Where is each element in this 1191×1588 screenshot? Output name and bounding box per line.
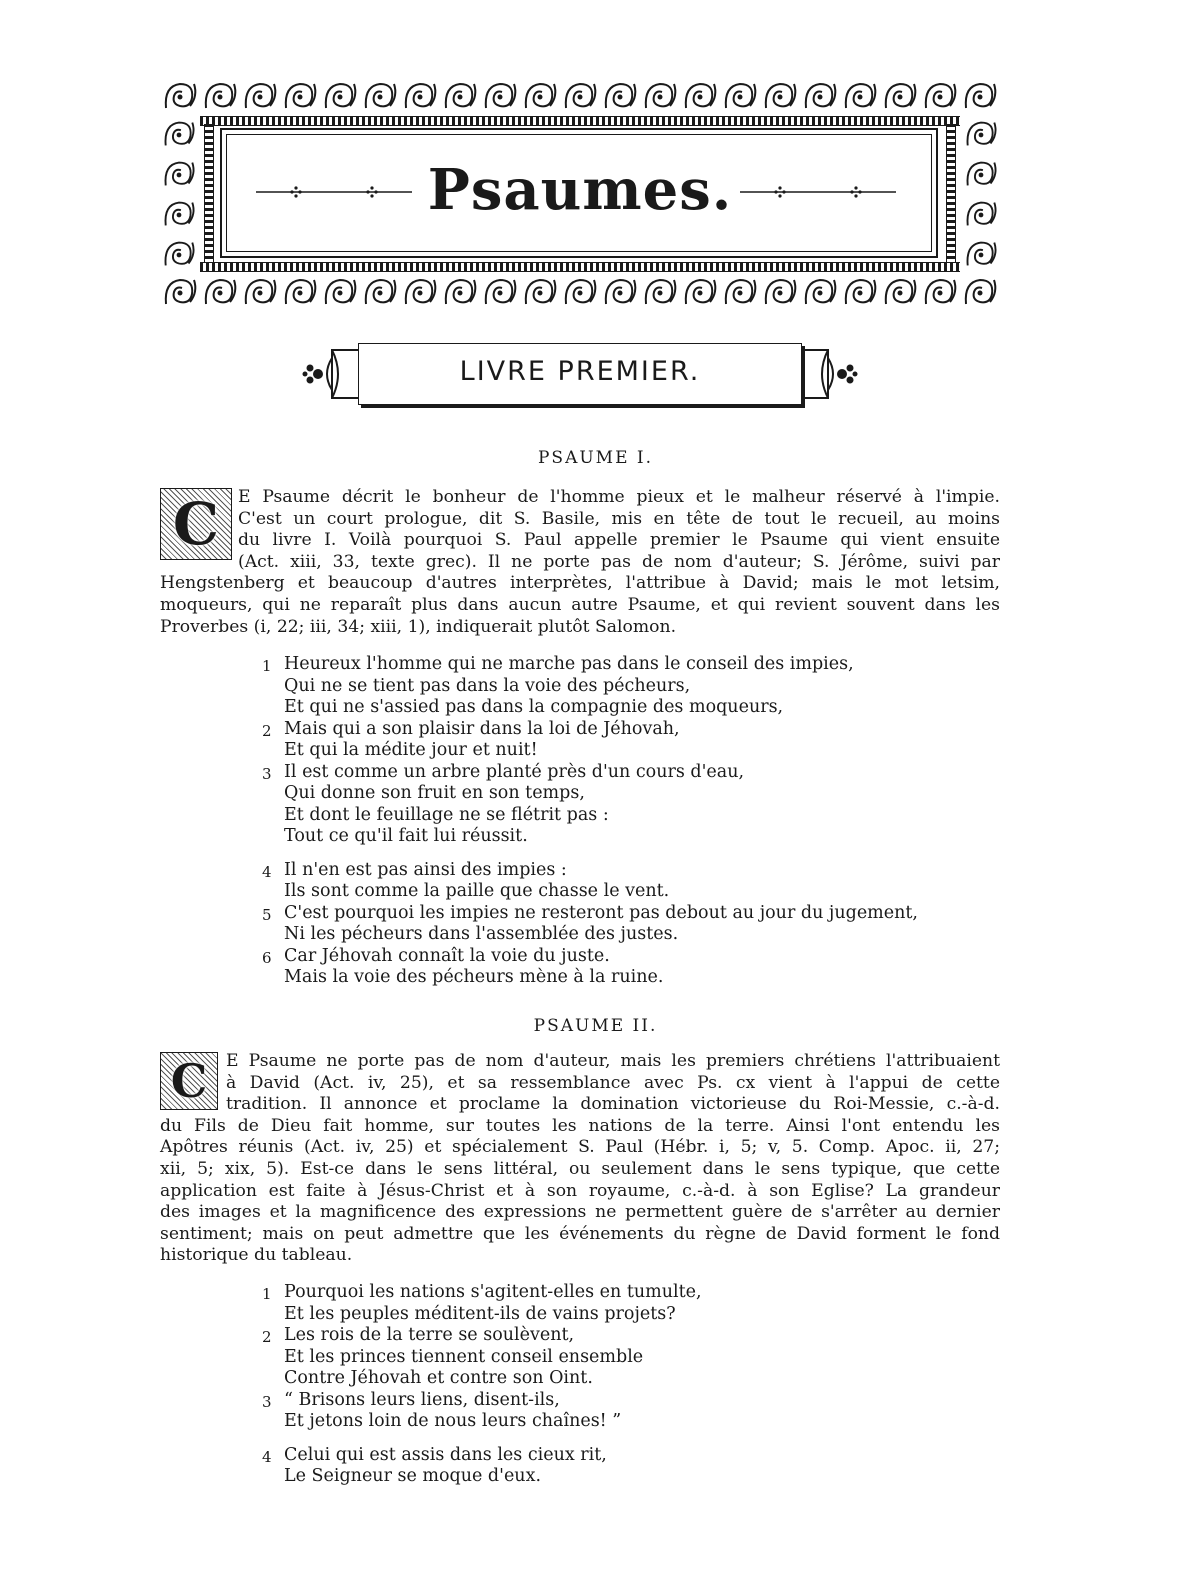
page-title: Psaumes. (427, 157, 733, 223)
verse-line: Heureux l'homme qui ne marche pas dans le conseil des impies, (284, 654, 854, 674)
intro-line: du livre I. Voilà pourquoi S. Paul appelle premier le Psaume qui vient ensuite (238, 530, 1000, 551)
scroll-ornament-icon (560, 78, 600, 114)
fleuron-ornament-left (302, 346, 358, 402)
scroll-ornament-icon (160, 114, 198, 154)
intro-line: historique du tableau. (160, 1245, 353, 1266)
verse (256, 1325, 976, 1390)
intro-line: du Fils de Dieu fait homme, sur toutes les nations de la terre. Ainsi l'ont entendu les (160, 1115, 1000, 1136)
fleuron-ornament-right (802, 346, 858, 402)
intro-line: moqueurs, qui ne reparaît plus dans aucun autre Psaume, et qui revient souvent dans les (160, 594, 1000, 615)
banner-border-left (160, 114, 198, 274)
verse-line: Les rois de la terre se soulèvent, (284, 1325, 575, 1345)
scroll-ornament-icon (320, 78, 360, 114)
verse-line: Et les princes tiennent conseil ensemble (284, 1346, 644, 1367)
psalm-1-verses (256, 654, 976, 989)
verse-line: Ni les pécheurs dans l'assemblée des justes. (284, 924, 679, 944)
psalm-1-title: PSAUME I. (537, 448, 654, 468)
intro-line: xii, 5; xix, 5). Est-ce dans le sens littéral, ou seulement dans le sens typique, que cette (160, 1158, 1000, 1179)
verse-line: Le Seigneur se moque d'eux. (284, 1466, 542, 1486)
verse-number: 1 (262, 657, 272, 675)
intro-line: (Act. xiii, 33, texte grec). Il ne porte pas de nom d'auteur; S. Jérôme, suivi par (238, 551, 1000, 572)
verse-number: 1 (262, 1285, 272, 1303)
verse (256, 1390, 976, 1433)
scroll-ornament-icon (720, 274, 760, 310)
chain-border-bottom (200, 262, 960, 272)
scroll-ornament-icon (640, 78, 680, 114)
verse-line: Car Jéhovah connaît la voie du juste. (284, 945, 610, 966)
scroll-ornament-icon (920, 274, 960, 310)
scroll-ornament-icon (640, 274, 680, 310)
scroll-ornament-icon (360, 274, 400, 310)
scroll-ornament-icon (962, 154, 1000, 194)
psalm-2-title: PSAUME II. (533, 1016, 658, 1036)
banner-border-top (160, 78, 1000, 114)
scroll-ornament-icon (962, 194, 1000, 234)
book-heading (302, 343, 858, 411)
scroll-ornament-icon (160, 194, 198, 234)
verse-number: 6 (262, 948, 272, 967)
intro-line: à David (Act. iv, 25), et sa ressemblance avec Ps. cx vient à l'appui de cette (226, 1072, 1000, 1093)
intro-line: E Psaume décrit le bonheur de l'homme pieux et le malheur réservé à l'impie. (238, 487, 1000, 507)
scroll-ornament-icon (680, 274, 720, 310)
scroll-ornament-icon (440, 78, 480, 114)
verse (256, 860, 976, 903)
intro-line: E Psaume ne porte pas de nom d'auteur, mais les premiers chrétiens l'attribuaient (226, 1051, 1000, 1071)
intro-line: Proverbes (i, 22; iii, 34; xiii, 1), indiquerait plutôt Salomon. (160, 616, 677, 637)
scroll-ornament-icon (320, 274, 360, 310)
intro-line: des images et la magnificence des expressions ne permettent guère de s'arrêter au dernier (160, 1202, 1000, 1223)
verse-number: 4 (262, 1447, 272, 1466)
verse-line: Mais la voie des pécheurs mène à la ruine. (284, 967, 664, 987)
scroll-ornament-icon (680, 78, 720, 114)
scroll-ornament-icon (962, 234, 1000, 274)
intro-line: C'est un court prologue, dit S. Basile, mis en tête de tout le recueil, au moins (238, 508, 1000, 529)
scroll-ornament-icon (160, 234, 198, 274)
intro-line: tradition. Il annonce et proclame la domination victorieuse du Roi-Messie, c.-à-d. (226, 1094, 1000, 1115)
chain-border-top (200, 116, 960, 126)
verse-line: “ Brisons leurs liens, disent-ils, (284, 1389, 560, 1410)
scroll-ornament-icon (480, 78, 520, 114)
scroll-ornament-icon (600, 274, 640, 310)
scroll-ornament-icon (240, 78, 280, 114)
verse-line: Et dont le feuillage ne se flétrit pas : (284, 804, 609, 825)
verse-number: 3 (262, 1392, 272, 1411)
dash-ornament-left (256, 185, 412, 199)
verse (256, 654, 976, 719)
scroll-ornament-icon (560, 274, 600, 310)
scroll-ornament-icon (240, 274, 280, 310)
verse-number: 5 (262, 905, 272, 924)
verse-line: Et qui la médite jour et nuit! (284, 740, 538, 760)
scroll-ornament-icon (400, 78, 440, 114)
scroll-ornament-icon (800, 274, 840, 310)
scroll-ornament-icon (880, 78, 920, 114)
scroll-ornament-icon (440, 274, 480, 310)
verse-line: Il n'en est pas ainsi des impies : (284, 859, 567, 880)
verse (256, 903, 976, 946)
verse (256, 719, 976, 762)
scroll-ornament-icon (400, 274, 440, 310)
dropcap-letter: C (172, 490, 220, 558)
scroll-ornament-icon (520, 274, 560, 310)
verse-line: Contre Jéhovah et contre son Oint. (284, 1368, 593, 1388)
scroll-ornament-icon (960, 274, 1000, 310)
scroll-ornament-icon (840, 274, 880, 310)
verse-line: Ils sont comme la paille que chasse le vent. (284, 881, 670, 901)
scroll-ornament-icon (920, 78, 960, 114)
scroll-ornament-icon (160, 78, 200, 114)
scroll-ornament-icon (520, 78, 560, 114)
intro-line: sentiment; mais on peut admettre que les événements du règne de David forment le fond (160, 1223, 1000, 1244)
verse-line: Il est comme un arbre planté près d'un cours d'eau, (284, 761, 745, 782)
psalm-2-intro (160, 1051, 1000, 1267)
scroll-ornament-icon (840, 78, 880, 114)
scroll-ornament-icon (962, 114, 1000, 154)
chain-border-right (946, 124, 956, 262)
scroll-ornament-icon (200, 274, 240, 310)
intro-line: application est faite à Jésus-Christ et à son royaume, c.-à-d. à son Eglise? La grandeur (160, 1180, 1000, 1201)
scroll-ornament-icon (720, 78, 760, 114)
scroll-ornament-icon (280, 78, 320, 114)
verse-line: Pourquoi les nations s'agitent-elles en tumulte, (284, 1282, 702, 1302)
chain-border-left (204, 124, 214, 262)
banner-border-bottom (160, 274, 1000, 310)
verse-line: Qui ne se tient pas dans la voie des pécheurs, (284, 675, 691, 696)
verse-number: 2 (262, 721, 272, 740)
scroll-ornament-icon (960, 78, 1000, 114)
dropcap-letter: C (170, 1054, 208, 1108)
scroll-ornament-icon (360, 78, 400, 114)
banner-border-right (962, 114, 1000, 274)
verse-line: Et qui ne s'assied pas dans la compagnie des moqueurs, (284, 697, 784, 717)
verse-line: Et les peuples méditent-ils de vains projets? (284, 1303, 676, 1324)
verse-line: Qui donne son fruit en son temps, (284, 783, 585, 803)
scroll-ornament-icon (480, 274, 520, 310)
verse (256, 946, 976, 989)
scroll-ornament-icon (160, 154, 198, 194)
scroll-ornament-icon (600, 78, 640, 114)
verse (256, 762, 976, 848)
intro-line: Hengstenberg et beaucoup d'autres interprètes, l'attribue à David; mais le mot letsim, (160, 573, 1000, 594)
verse (256, 1445, 976, 1488)
intro-line: Apôtres réunis (Act. iv, 25) et spécialement S. Paul (Hébr. i, 5; v, 5. Comp. Apoc. ii, 27; (160, 1137, 1000, 1158)
verse-line: Tout ce qu'il fait lui réussit. (284, 826, 528, 846)
psalm-1-intro (160, 487, 1000, 638)
ornamental-banner (160, 78, 1000, 310)
scroll-ornament-icon (760, 274, 800, 310)
scroll-ornament-icon (200, 78, 240, 114)
verse-number: 3 (262, 764, 272, 783)
scroll-ornament-icon (280, 274, 320, 310)
verse-line: C'est pourquoi les impies ne resteront pas debout au jour du jugement, (284, 902, 918, 923)
scroll-ornament-icon (760, 78, 800, 114)
scroll-ornament-icon (800, 78, 840, 114)
scroll-ornament-icon (160, 274, 200, 310)
verse-line: Celui qui est assis dans les cieux rit, (284, 1444, 607, 1465)
verse-number: 2 (262, 1328, 272, 1346)
book-heading-label: LIVRE PREMIER. (459, 356, 701, 387)
verse-number: 4 (262, 862, 272, 881)
scroll-ornament-icon (880, 274, 920, 310)
verse (256, 1282, 976, 1325)
verse-line: Mais qui a son plaisir dans la loi de Jéhovah, (284, 718, 680, 739)
psalm-2-verses (256, 1282, 976, 1488)
verse-line: Et jetons loin de nous leurs chaînes! ” (284, 1411, 622, 1431)
